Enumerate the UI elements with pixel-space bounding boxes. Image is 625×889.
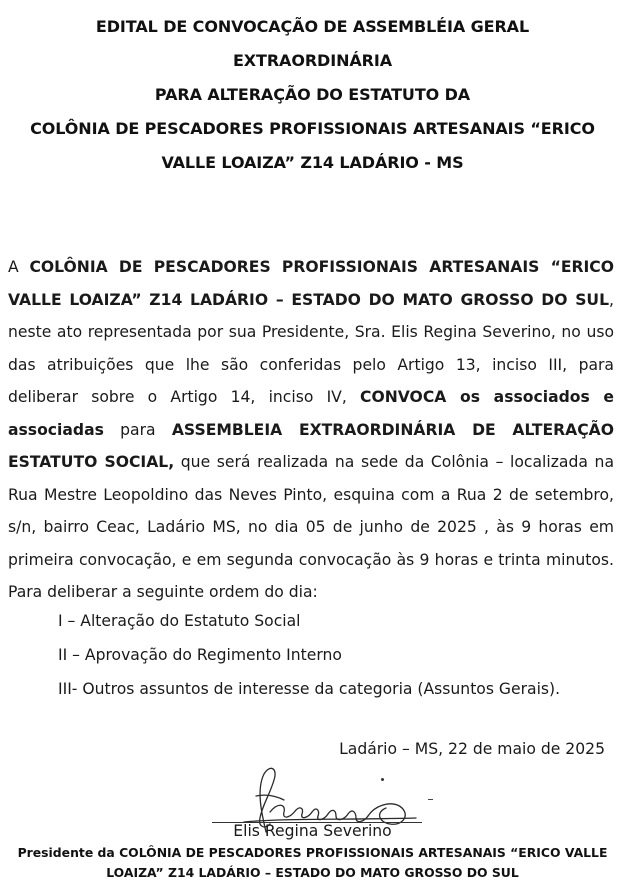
place-date: Ladário – MS, 22 de maio de 2025 [339, 740, 605, 758]
agenda-item: II – Aprovação do Regimento Interno [58, 646, 342, 664]
assembleia-name: ASSEMBLEIA EXTRAORDINÁRIA DE ALTERAÇÃO ESTATUTO SOCIAL, [8, 420, 614, 471]
signer-role [0, 843, 625, 883]
convoca-statement: CONVOCA os associados e associadas [8, 388, 614, 439]
agenda-list [58, 604, 618, 706]
signer-role-line-1: Presidente da COLÔNIA DE PESCADORES PROFISSIONAIS ARTESANAIS “ERICO VALLE [17, 845, 608, 860]
paragraph-text-1: , neste ato representada por sua Presidente, Sra. Elis Regina Severino, no uso das atribuições que lhe são conferidas pelo Artigo 13, inciso III, para deliberar sobre o Artigo 14, inciso IV, [8, 290, 614, 406]
title-line-5: VALLE LOAIZA” Z14 LADÁRIO - MS [161, 153, 464, 172]
convocation-paragraph [8, 251, 614, 609]
paragraph-intro: A [8, 258, 30, 276]
entity-name: COLÔNIA DE PESCADORES PROFISSIONAIS ARTESANAIS “ERICO VALLE LOAIZA” Z14 LADÁRIO – ESTADO DO MATO GROSSO DO SUL [8, 258, 615, 309]
agenda-item: III- Outros assuntos de interesse da categoria (Assuntos Gerais). [58, 680, 561, 698]
title-line-4: COLÔNIA DE PESCADORES PROFISSIONAIS ARTESANAIS “ERICO [30, 119, 595, 138]
agenda-item: I – Alteração do Estatuto Social [58, 612, 301, 630]
title-line-1: EDITAL DE CONVOCAÇÃO DE ASSEMBLÉIA GERAL [95, 17, 530, 36]
paragraph-text-2: que será realizada na sede da Colônia – localizada na Rua Mestre Leopoldino das Neves Pinto, esquina com a Rua 2 de setembro, s/n, bairro Ceac, Ladário MS, no dia 05 de junho de 2025 , às 9 horas em primeira convocação, e em segunda convocação às 9 horas e trinta minutos. Para deliberar a seguinte ordem do dia: [8, 453, 614, 601]
document-title [0, 10, 625, 180]
signer-name: Elis Regina Severino [233, 822, 392, 840]
title-line-2: EXTRAORDINÁRIA [232, 51, 393, 70]
signer-role-line-2: LOAIZA” Z14 LADÁRIO – ESTADO DO MATO GROSSO DO SUL [106, 865, 519, 880]
paragraph-para: para [103, 420, 172, 439]
title-line-3: PARA ALTERAÇÃO DO ESTATUTO DA [154, 85, 471, 104]
